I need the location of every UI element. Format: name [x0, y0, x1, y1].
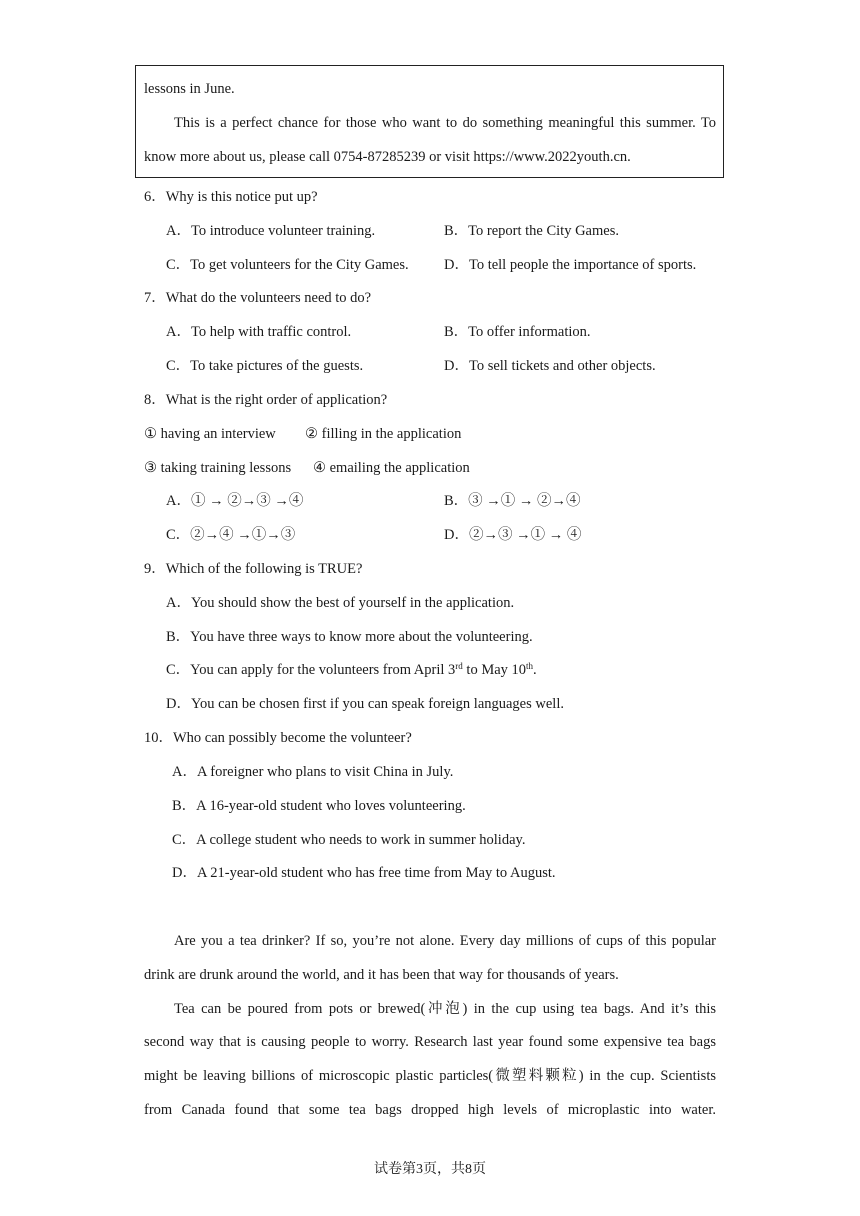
- q8-step-1: ① having an interview: [144, 426, 276, 442]
- q9-option-d: D．You can be chosen first if you can speak foreign languages well.: [166, 696, 564, 712]
- q10-option-a: A．A foreigner who plans to visit China in July.: [172, 764, 454, 780]
- q6-option-d: D．To tell people the importance of sports.: [444, 257, 697, 273]
- q8-stem: 8．What is the right order of application?: [144, 392, 388, 408]
- q7-option-b: B．To offer information.: [444, 324, 591, 340]
- q7-option-a: A．To help with traffic control.: [166, 324, 352, 340]
- passage-line-2: drink are drunk around the world, and it has been that way for thousands of years.: [144, 967, 619, 983]
- notice-line-3: know more about us, please call 0754-87285239 or visit https://www.2022youth.cn.: [144, 149, 631, 165]
- q10-option-d: D．A 21-year-old student who has free time from May to August.: [172, 865, 556, 881]
- q8-step-2: ② filling in the application: [305, 426, 462, 442]
- notice-line-1: lessons in June.: [144, 81, 235, 97]
- q9-option-c-text-3: .: [533, 662, 537, 678]
- q8-step-4: ④ emailing the application: [313, 460, 470, 476]
- q6-option-c: C．To get volunteers for the City Games.: [166, 257, 409, 273]
- q8-option-c: C．②→④ →①→③: [166, 527, 296, 543]
- passage-line-5: might be leaving billions of microscopic plastic particles(微塑料颗粒) in the cup. Scientists: [144, 1068, 716, 1084]
- q7-option-d: D．To sell tickets and other objects.: [444, 358, 656, 374]
- q8-option-d: D．②→③ →① → ④: [444, 527, 582, 543]
- q10-option-b: B．A 16-year-old student who loves volunteering.: [172, 798, 466, 814]
- q9-option-c-sup-1: rd: [455, 661, 463, 671]
- q9-option-c: [166, 661, 537, 679]
- q7-option-c: C．To take pictures of the guests.: [166, 358, 364, 374]
- q9-option-b: B．You have three ways to know more about the volunteering.: [166, 629, 533, 645]
- passage-line-1: Are you a tea drinker? If so, you’re not alone. Every day millions of cups of this popular: [174, 933, 716, 949]
- q9-option-c-sup-2: th: [526, 661, 534, 671]
- q9-option-a: A．You should show the best of yourself in the application.: [166, 595, 515, 611]
- page-footer: 试卷第3页，共8页: [374, 1162, 486, 1177]
- q8-step-3: ③ taking training lessons: [144, 460, 292, 476]
- q6-option-a: A．To introduce volunteer training.: [166, 223, 376, 239]
- notice-line-2: This is a perfect chance for those who want to do something meaningful this summer. To: [174, 115, 716, 131]
- passage-line-3: Tea can be poured from pots or brewed(冲泡) in the cup using tea bags. And it’s this: [174, 1001, 716, 1017]
- q8-option-b: B．③ →① → ②→④: [444, 493, 581, 509]
- q10-option-c: C．A college student who needs to work in summer holiday.: [172, 832, 526, 848]
- q9-option-c-text-2: to May 10: [462, 662, 527, 678]
- q9-stem: 9．Which of the following is TRUE?: [144, 561, 363, 577]
- q9-option-c-text-1: C．You can apply for the volunteers from April 3: [166, 662, 456, 678]
- q6-stem: 6．Why is this notice put up?: [144, 189, 318, 205]
- q8-option-a: A．① → ②→③ →④: [166, 493, 304, 509]
- passage-line-4: second way that is causing people to worry. Research last year found some expensive tea bags: [144, 1034, 716, 1050]
- q6-option-b: B．To report the City Games.: [444, 223, 619, 239]
- q10-stem: 10．Who can possibly become the volunteer?: [144, 730, 412, 746]
- passage-line-6: from Canada found that some tea bags dropped high levels of microplastic into water.: [144, 1102, 716, 1118]
- q7-stem: 7．What do the volunteers need to do?: [144, 290, 372, 306]
